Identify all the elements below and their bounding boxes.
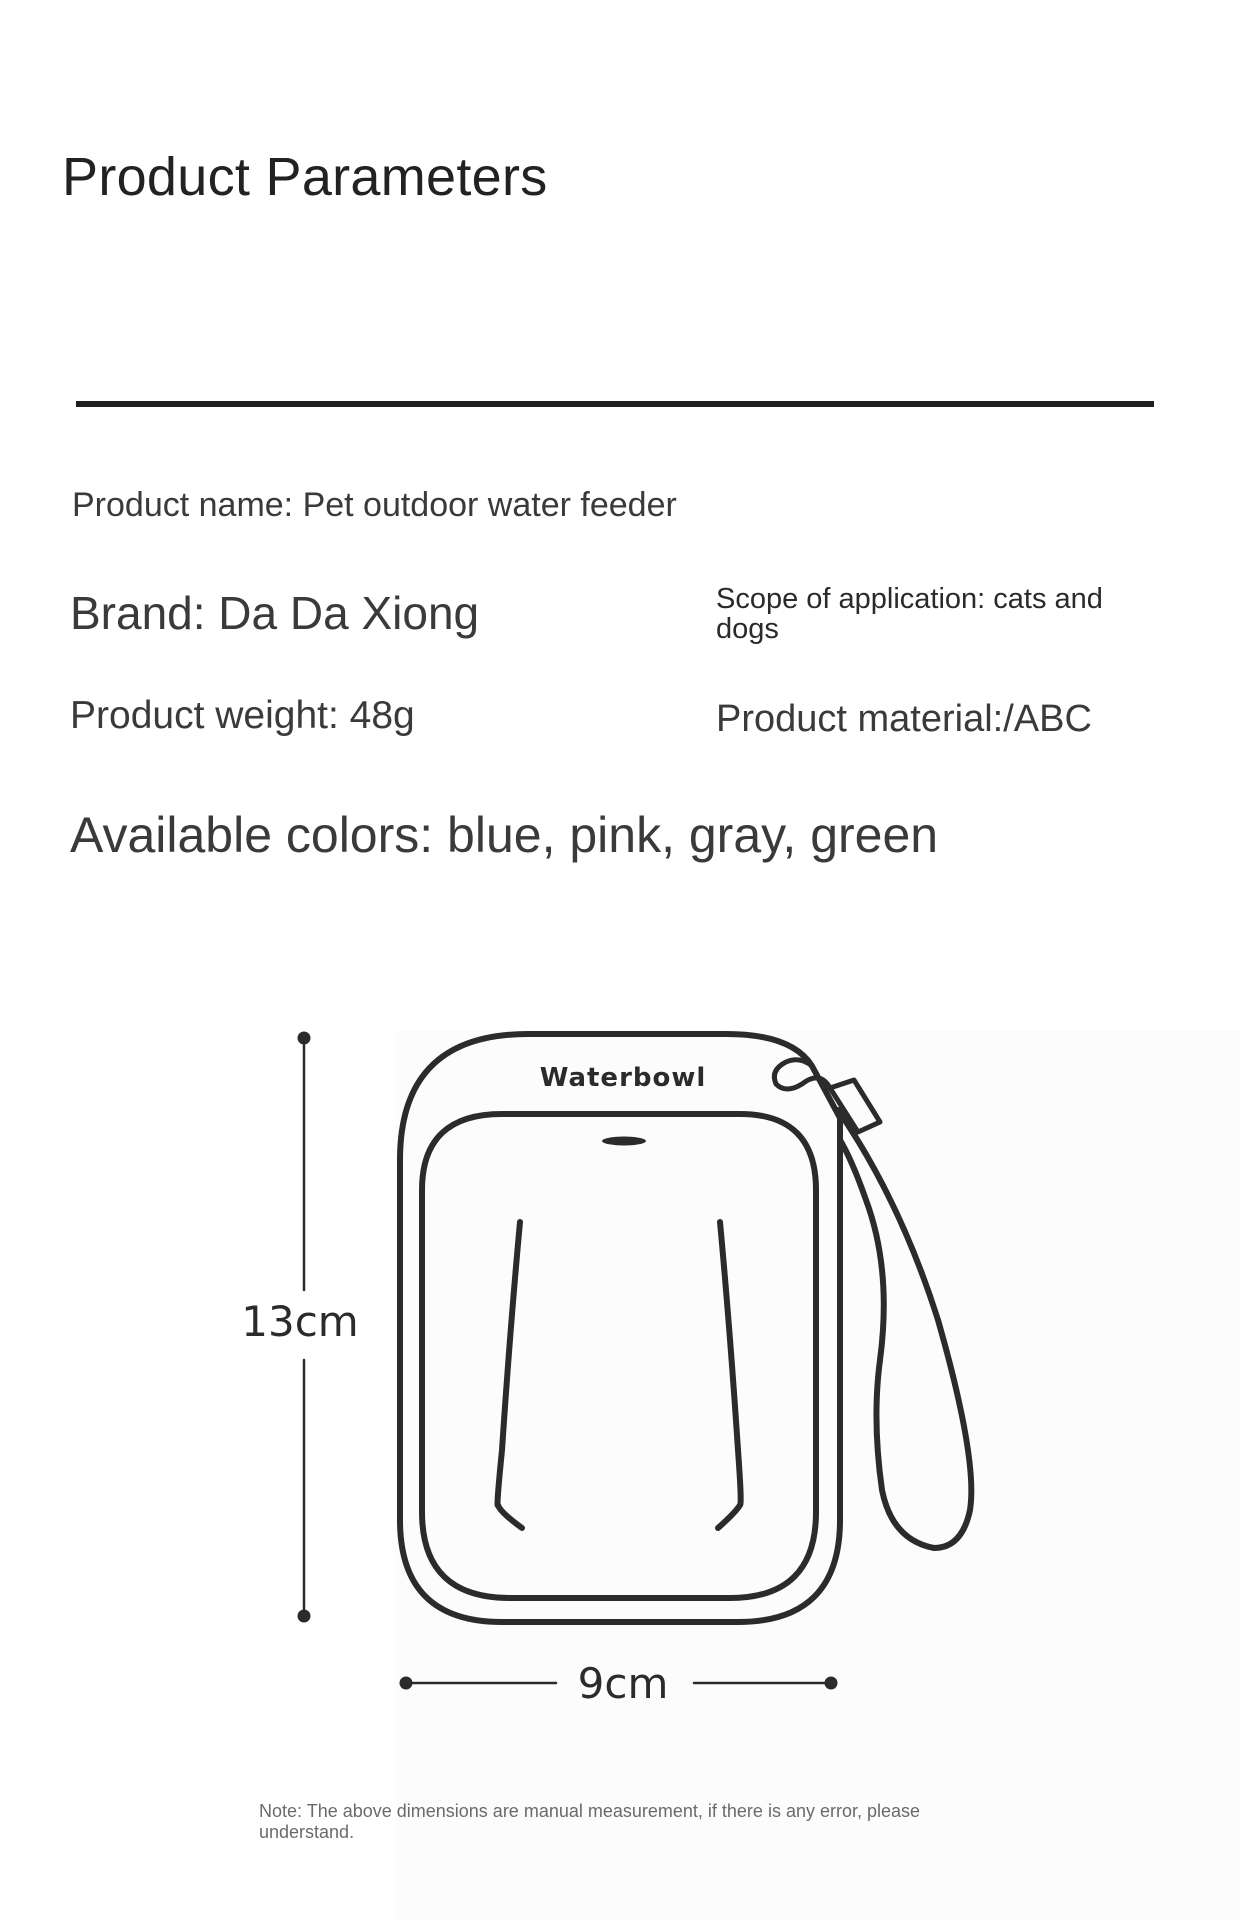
brand: Brand: Da Da Xiong [70,587,480,639]
width-left-dot [400,1677,413,1690]
product-name: Product name: Pet outdoor water feeder [72,486,677,524]
product-label-text: Waterbowl [539,1063,707,1093]
bowl-inner-window [422,1114,816,1598]
width-right-dot [825,1677,838,1690]
wrist-strap [838,1110,971,1548]
width-label: 9cm [577,1659,669,1708]
height-bottom-dot [298,1610,311,1623]
height-label: 13cm [241,1297,359,1346]
bowl-slot [602,1137,646,1146]
bowl-fold-line-left [498,1222,523,1528]
height-top-dot [298,1032,311,1045]
scope-of-application: Scope of application: cats and dogs [716,583,1103,645]
product-weight: Product weight: 48g [70,694,415,737]
bowl-fold-line-right [718,1222,741,1528]
product-material: Product material:/ABC [716,698,1092,740]
measurement-note: Note: The above dimensions are manual measurement, if there is any error, please understand. [259,1801,921,1842]
available-colors: Available colors: blue, pink, gray, green [70,807,939,863]
page-title: Product Parameters [62,147,548,207]
